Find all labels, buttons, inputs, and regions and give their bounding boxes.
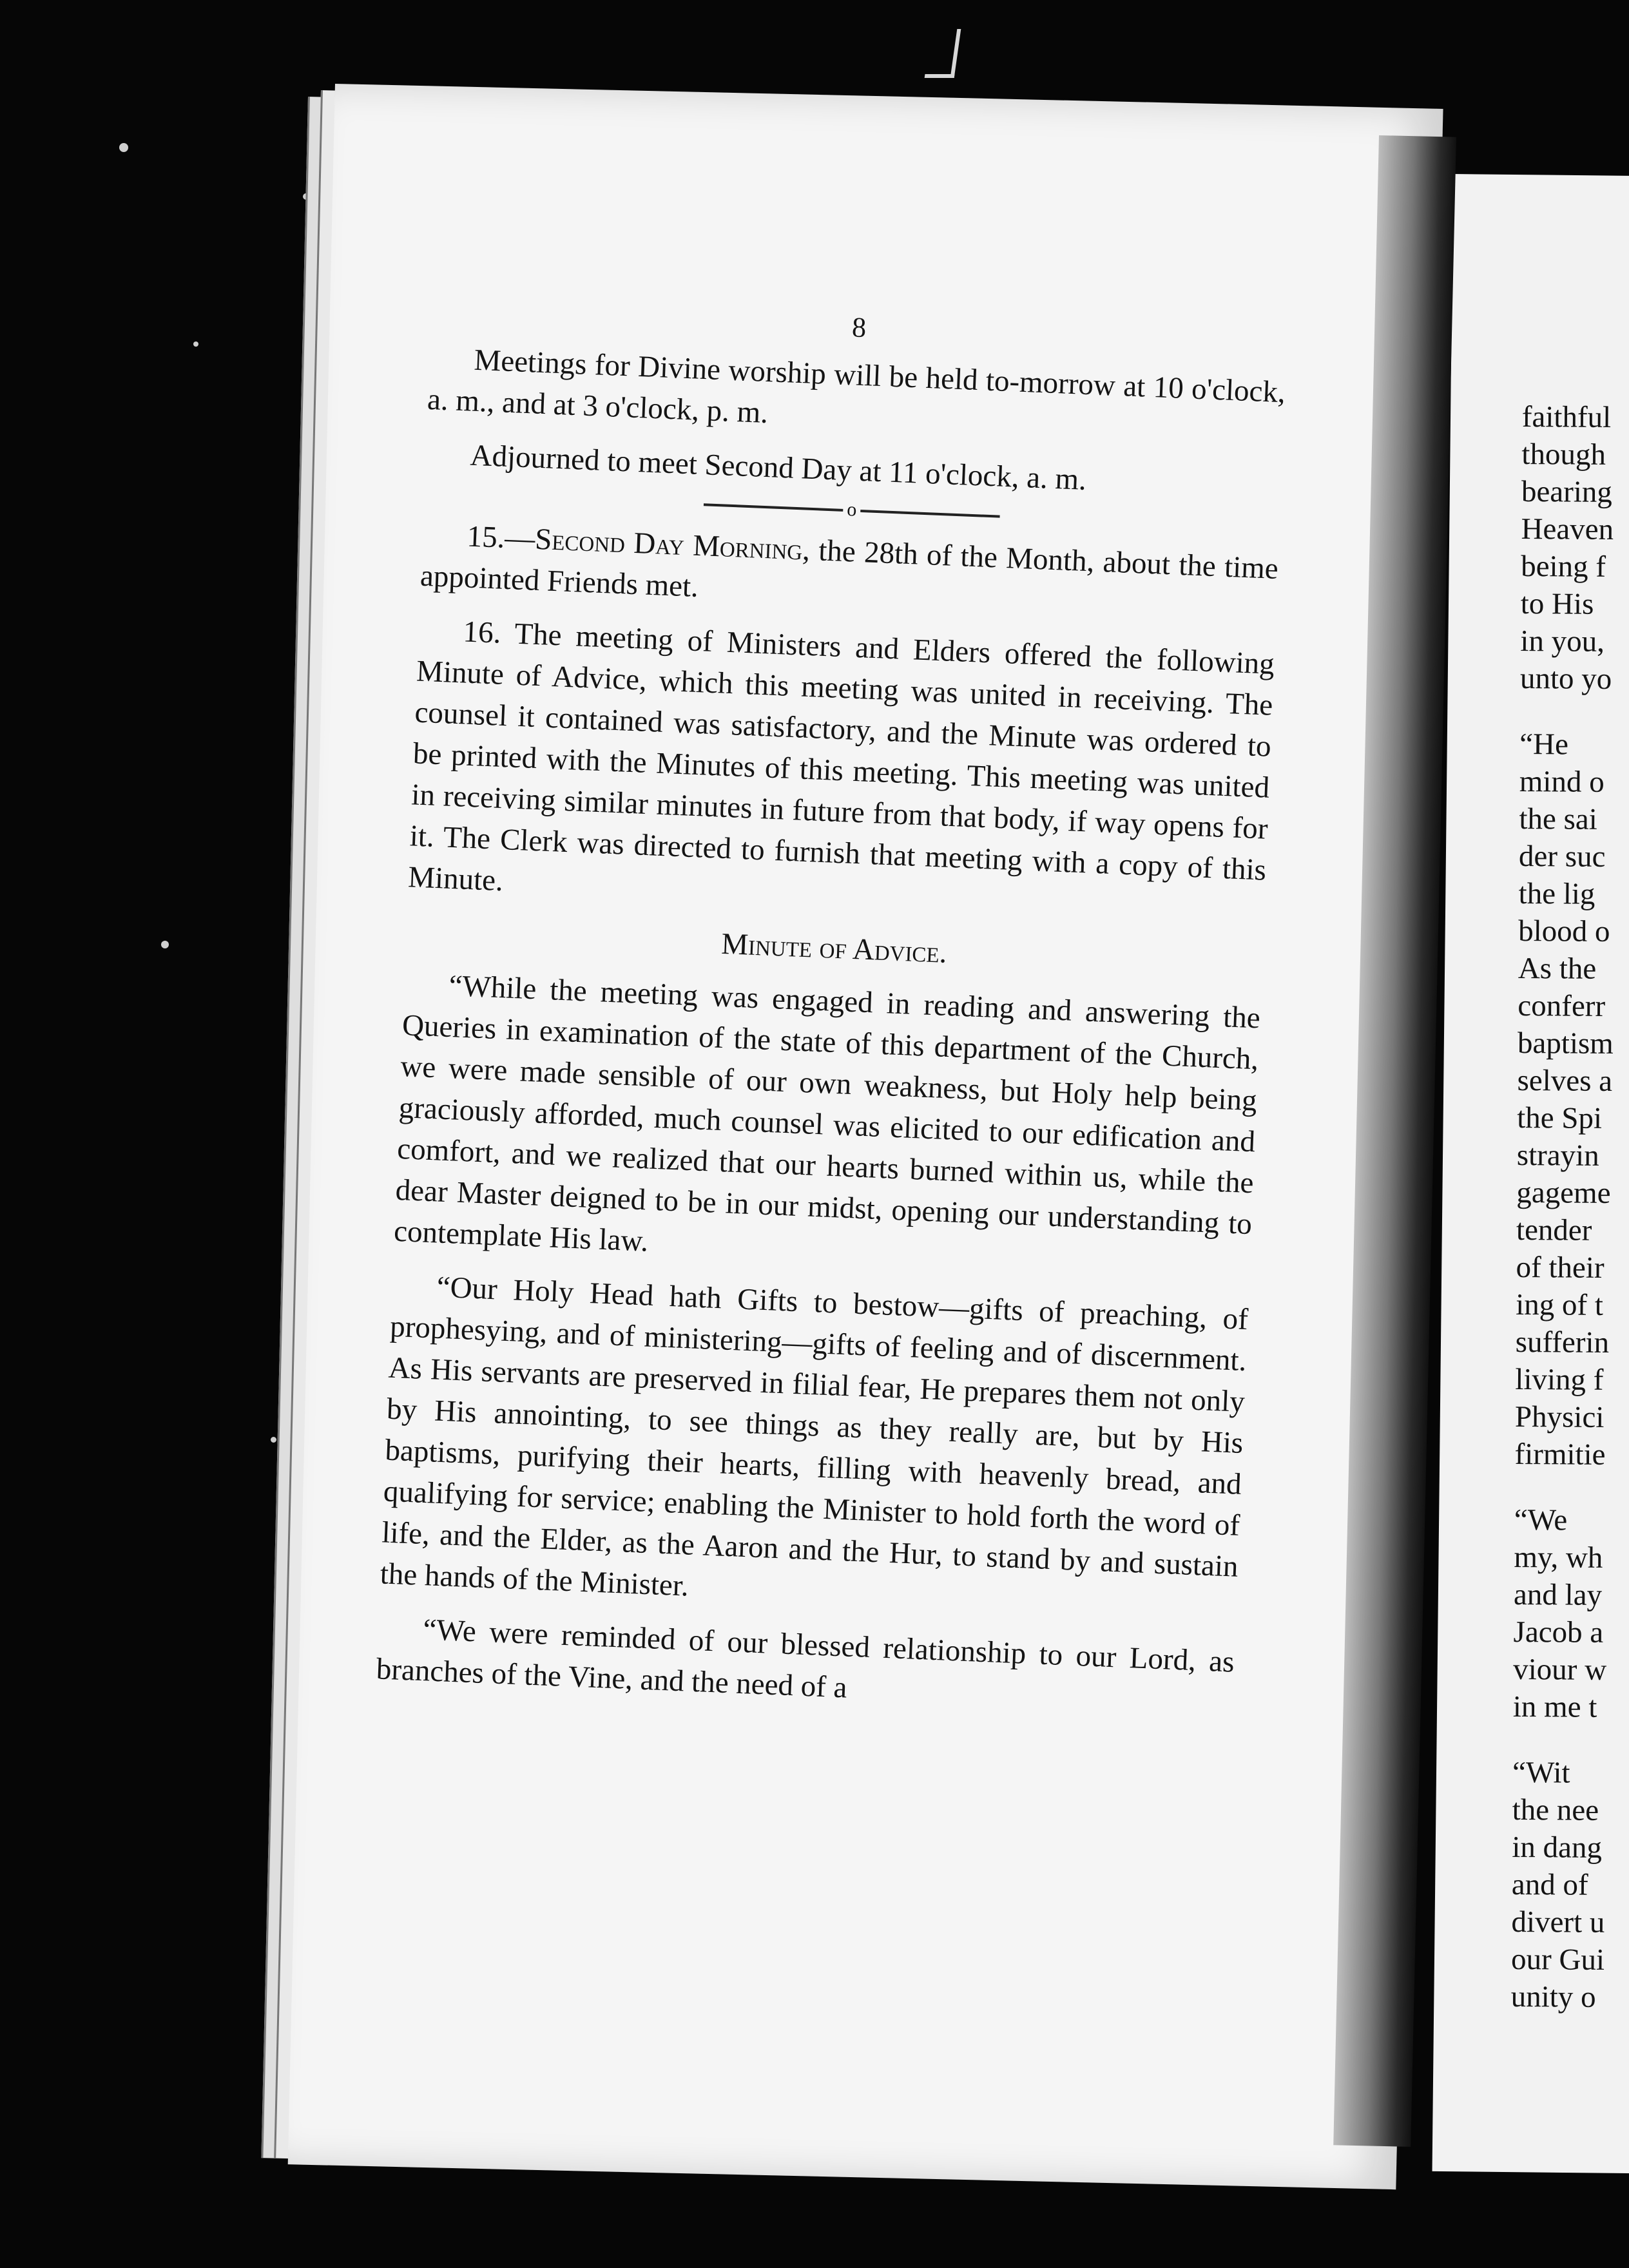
facing-page-line: Jacob a: [1513, 1615, 1604, 1649]
facing-page-line: our Gui: [1510, 1942, 1605, 1977]
minute-heading: Minute of Advice.: [720, 927, 948, 970]
facing-page-line: living f: [1515, 1362, 1604, 1397]
item-16: 16. The meeting of Ministers and Elders offered the following Minute of Advice, which this meeting was united in receiving. The counsel it contained was satisfactory, and the Minute was ordered to be printed with the Minutes of this meeting. This meeting was united in receiving similar minutes in future from that body, if way opens for it. The Clerk was directed to furnish that meeting with a copy of this Minute.: [407, 615, 1275, 898]
facing-page-line: “Wit: [1512, 1755, 1570, 1790]
facing-page-line: tender: [1516, 1213, 1592, 1247]
facing-page-line: gageme: [1516, 1175, 1611, 1210]
facing-page-line: firmitie: [1514, 1437, 1606, 1472]
advice-paragraph-1: “While the meeting was engaged in reading and answering the Queries in examination of the state of this department of the Church, we were made sensible of our own weakness, but Holy help being graciously afforded, much counsel was elicited to our edification and comfort, and we realized that our hearts burned within us, while the dear Master deigned to be in our midst, opening our understanding to contemplate His law.: [393, 968, 1261, 1258]
facing-page-line: As the: [1518, 951, 1597, 986]
facing-page-line: to His: [1520, 586, 1594, 621]
facing-page-line: the sai: [1519, 802, 1598, 836]
facing-page-line: of their: [1516, 1250, 1605, 1285]
divider-ornament: o: [843, 500, 861, 520]
facing-page-line: conferr: [1518, 988, 1606, 1023]
item-15-text: , the 28th of the Month, about the time appointed Friends met.: [419, 533, 1279, 604]
facing-page-line: divert u: [1511, 1905, 1605, 1939]
facing-page-text: [1510, 398, 1629, 2017]
facing-page-line: der suc: [1518, 839, 1606, 874]
scan-speck: [161, 941, 169, 948]
facing-page-line: in me t: [1512, 1689, 1597, 1724]
facing-page-line: the Spi: [1517, 1100, 1603, 1135]
facing-page-line: Physici: [1514, 1399, 1605, 1434]
facing-page-line: the nee: [1512, 1792, 1599, 1827]
paragraph-gap: [1514, 1473, 1629, 1503]
facing-page-line: faithful: [1521, 399, 1612, 434]
facing-page-line: selves a: [1517, 1063, 1613, 1099]
paragraph-gap: [1512, 1725, 1629, 1755]
facing-page-line: “He: [1519, 727, 1569, 762]
facing-page-line: bearing: [1521, 474, 1613, 509]
worship-notice: Meetings for Divine worship will be held to-morrow at 10 o'clock, a. m., and at 3 o'clock, p. m.: [427, 343, 1286, 430]
facing-page-line: blood o: [1518, 914, 1610, 948]
facing-page-line: sufferin: [1515, 1325, 1610, 1360]
item-15-number: 15.—: [466, 519, 536, 556]
item-15: [419, 514, 1279, 631]
facing-page-line: unto yo: [1519, 661, 1612, 696]
facing-page-line: “We: [1514, 1503, 1568, 1537]
page-number: 8: [851, 311, 867, 344]
facing-page-line: Heaven: [1521, 512, 1614, 546]
facing-page-line: my, wh: [1514, 1540, 1603, 1575]
scan-speck: [193, 341, 198, 347]
facing-page-line: strayin: [1516, 1138, 1599, 1173]
scan-speck: [119, 143, 128, 152]
facing-page-line: in dang: [1512, 1830, 1603, 1865]
facing-page-line: the lig: [1518, 876, 1595, 911]
facing-page-line: and of: [1511, 1867, 1588, 1902]
facing-page-line: and lay: [1513, 1577, 1603, 1612]
facing-page-line: baptism: [1517, 1026, 1614, 1061]
scan-speck: [271, 1437, 276, 1443]
facing-page-line: viour w: [1513, 1652, 1607, 1687]
paragraph-gap: [1519, 697, 1629, 727]
facing-page-line: ing of t: [1515, 1287, 1604, 1322]
facing-page-line: in you,: [1520, 624, 1605, 658]
facing-page-line: unity o: [1510, 1979, 1596, 2014]
scan-mark: [925, 29, 961, 78]
facing-page-line: though: [1521, 437, 1606, 472]
adjournment-notice: Adjourned to meet Second Day at 11 o'clock, a. m.: [469, 438, 1087, 497]
section-divider: [704, 499, 1000, 521]
advice-paragraph-3: “We were reminded of our blessed relationship to our Lord, as branches of the Vine, and the need of a: [375, 1613, 1235, 1705]
facing-page-line: mind o: [1519, 764, 1605, 799]
left-page-text: [375, 290, 1288, 1737]
facing-page-line: being f: [1520, 549, 1606, 584]
advice-paragraph-2: “Our Holy Head hath Gifts to bestow—gifts of preaching, of prophesying, and of ministering—gifts of feeling and of discernment. As His servants are preserved in filial fear, He prepares them not only by His annointing, to see things as they really are, but by His baptisms, purifying their hearts, filling with heavenly bread, and qualifying for service; enabling the Minister to hold forth the word of life, and the Elder, as the Aaron and the Hur, to stand by and sustain the hands of the Minister.: [379, 1270, 1249, 1603]
item-15-heading: Second Day Morning: [534, 522, 804, 567]
